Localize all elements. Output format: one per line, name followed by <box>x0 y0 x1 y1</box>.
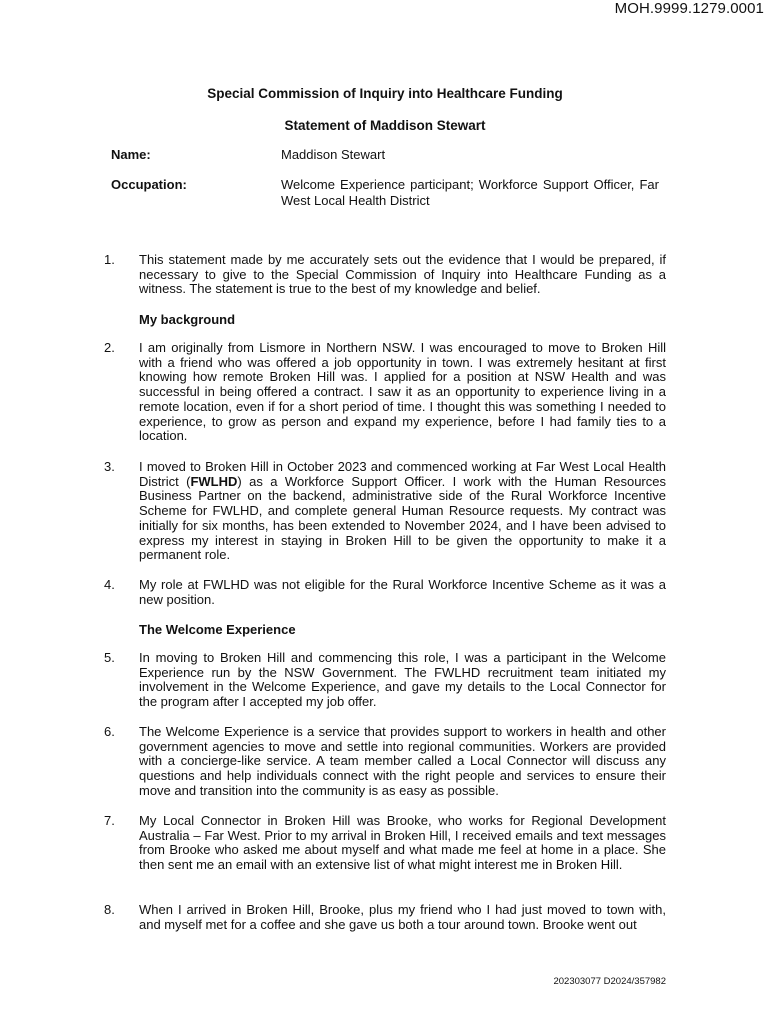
paragraph-number: 3. <box>104 459 115 474</box>
paragraph-text: In moving to Broken Hill and commencing this role, I was a participant in the Welcome Experience run by the NSW Government. The FWLHD recruitment team initiated my involvement in the Welcome Experience, and gave my details to the Local Connector for the program after I accepted my job offer. <box>139 650 666 710</box>
document-id: MOH.9999.1279.0001 <box>614 0 764 17</box>
paragraph-text: The Welcome Experience is a service that provides support to workers in health and other government agencies to move and settle into regional communities. Workers are provided with a concierge-like service. A team member called a Local Connector will discuss any questions and help individuals connect with the right people and services to ensure their move and transition into the community is as easy as possible. <box>139 724 666 798</box>
paragraph-number: 5. <box>104 650 115 665</box>
paragraph-number: 8. <box>104 902 115 917</box>
paragraph-number: 4. <box>104 577 115 592</box>
heading-welcome-experience: The Welcome Experience <box>139 622 296 637</box>
paragraph-text: My Local Connector in Broken Hill was Brooke, who works for Regional Development Australia – Far West. Prior to my arrival in Broken Hill, I received emails and text messages from Brooke who asked me about myself and what made me feel at home in a place. She then sent me an email with an extensive list of what might interest me in Broken Hill. <box>139 813 666 873</box>
paragraph-number: 2. <box>104 340 115 355</box>
paragraph-number: 1. <box>104 252 115 267</box>
occupation-label: Occupation: <box>111 177 187 192</box>
paragraph-text: I am originally from Lismore in Northern NSW. I was encouraged to move to Broken Hill with a friend who was offered a job opportunity in town. I was extremely hesitant at first knowing how remote Broken Hill was. I applied for a position at NSW Health and was successful in being offered a contract. I saw it as an opportunity to experience living in a remote location, even if for a short period of time. I thought this was something I needed to experience, to grow as person and expand my experience, before I had family ties to a location. <box>139 340 666 444</box>
paragraph-number: 7. <box>104 813 115 828</box>
name-label: Name: <box>111 147 151 162</box>
paragraph-text: When I arrived in Broken Hill, Brooke, plus my friend who I had just moved to town with, and myself met for a coffee and she gave us both a tour around town. Brooke went out <box>139 902 666 932</box>
occupation-value: Welcome Experience participant; Workforce Support Officer, Far West Local Health District <box>281 177 659 208</box>
name-value: Maddison Stewart <box>281 147 386 162</box>
paragraph-number: 6. <box>104 724 115 739</box>
paragraph-text-part: ) as a Workforce Support Officer. I work with the Human Resources Business Partner on the backend, administrative side of the Rural Workforce Incentive Scheme for FWLHD, and complete general Human Resource requests. My contract was initially for six months, has been extended to November 2024, and I have been advised to express my interest in staying in Broken Hill to be given the opportunity to make it a permanent role. <box>139 473 666 563</box>
paragraph-text: This statement made by me accurately sets out the evidence that I would be prepared, if necessary to give to the Special Commission of Inquiry into Healthcare Funding as a witness. The statement is true to the best of my knowledge and belief. <box>139 252 666 297</box>
statement-subtitle: Statement of Maddison Stewart <box>284 118 486 133</box>
document-title: Special Commission of Inquiry into Healthcare Funding <box>207 86 563 101</box>
paragraph-text-part: I moved to Broken Hill in October 2023 and commenced working at Far West Local Health District ( <box>139 459 666 489</box>
footer-reference: 202303077 D2024/357982 <box>553 976 666 987</box>
paragraph-text: My role at FWLHD was not eligible for the Rural Workforce Incentive Scheme as it was a new position. <box>139 577 666 607</box>
heading-my-background: My background <box>139 312 236 327</box>
paragraph-text <box>139 460 666 563</box>
fwlhd-abbreviation: FWLHD <box>190 473 238 489</box>
